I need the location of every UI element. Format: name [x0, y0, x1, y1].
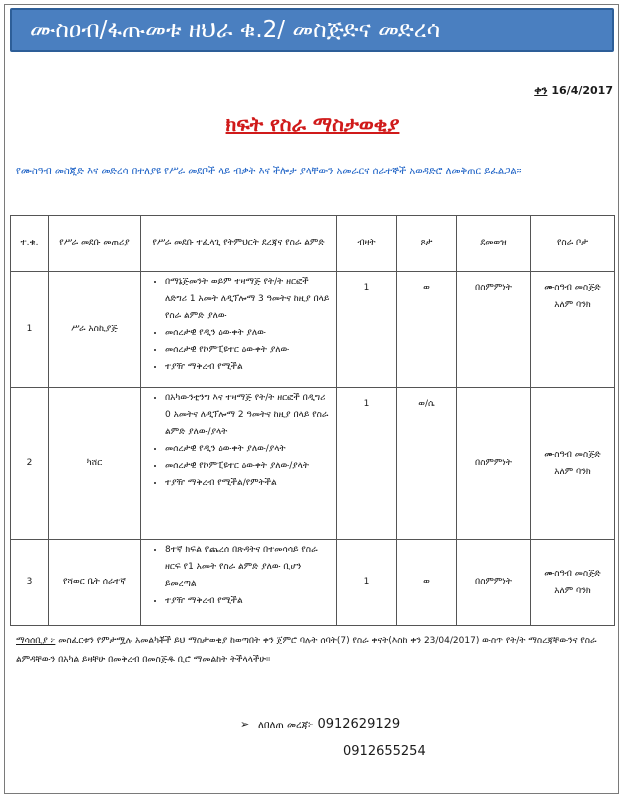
cell-quantity: 1	[337, 388, 397, 540]
col-header-quantity: ብዛት	[337, 216, 397, 272]
note-text: መስፈርቱን የምታሟሉ አመልካቾች ይህ ማስታወቂያ ከወጣበት ቀን ጀምሮ ባሉት ሰባት(7) የስራ ቀናት(እስከ ቀን 23/04/2017) ውስጥ የት/ት ማስረጃቸውንና የስራ ልምዳቸውን በአካል ይዛቸሁ በመቅረብ በመስጅዱ ቢሮ ማመልከት ትችላላችሁ።	[16, 636, 597, 665]
cell-requirements	[141, 540, 337, 626]
cell-position: ሥራ አስኪያጅ	[49, 272, 141, 388]
cell-location: ሙስዓብ መስጅድ አለም ባንክ	[531, 388, 615, 540]
header-banner	[10, 8, 614, 52]
cell-gender: ወ	[397, 272, 457, 388]
cell-salary: በስምምነት	[457, 388, 531, 540]
requirements-list	[145, 542, 332, 610]
col-header-salary: ደመወዝ	[457, 216, 531, 272]
date-label: ቀን	[534, 84, 548, 97]
phone-number: 0912655254	[343, 744, 426, 759]
table-row	[11, 272, 615, 388]
footer-note	[16, 632, 612, 670]
arrow-bullet-icon: ➢	[240, 718, 250, 731]
requirement-item: • በማኔጅመንት ወይም ተዛማጅ የት/ት ዘርፎች ለድግሪ 1 አመት ለዲፕሎማ 3 ዓመትና ከዚያ በላይ የስራ ልምድ ያለው	[165, 274, 332, 325]
requirement-item: • መሰረታዊ የዲን ዕውቀት ያለው/ያላት	[165, 441, 332, 458]
cell-location: ሙስዓብ መስጅድ አለም ባንክ	[531, 272, 615, 388]
cell-gender: ወ	[397, 540, 457, 626]
cell-quantity: 1	[337, 272, 397, 388]
requirement-item: • ተያዥ ማቅረብ የሚችል	[165, 359, 332, 376]
cell-quantity: 1	[337, 540, 397, 626]
col-header-gender: ጾታ	[397, 216, 457, 272]
table-row	[11, 540, 615, 626]
requirements-list	[145, 274, 332, 376]
table-row	[11, 388, 615, 540]
requirements-list	[145, 390, 332, 492]
contact-block	[240, 712, 426, 765]
cell-no: 1	[11, 272, 49, 388]
cell-no: 2	[11, 388, 49, 540]
col-header-no: ተ.ቁ.	[11, 216, 49, 272]
requirement-item: • መሰረታዊ የዲን ዕውቀት ያለው	[165, 325, 332, 342]
col-header-requirements: የሥራ መደቡ ተፈላጊ የትምህርት ደረጃና የስራ ልምድ	[141, 216, 337, 272]
cell-requirements	[141, 388, 337, 540]
notice-title: ክፍት የስራ ማስታወቂያ	[225, 112, 400, 136]
requirement-item: • መሰረታዊ የኮምፒዩተር ዕውቀት ያለው	[165, 342, 332, 359]
col-header-location: የስራ ቦታ	[531, 216, 615, 272]
table-header-row	[11, 216, 615, 272]
jobs-table	[10, 215, 615, 626]
col-header-position: የሥራ መደቡ መጠሪያ	[49, 216, 141, 272]
requirement-item: • ተያዥ ማቅረብ የሚችል	[165, 593, 332, 610]
requirement-item: • በአካውንቲንግ እና ተዛማጅ የት/ት ዘርፎች በዲግሪ 0 አመትና ለዲፕሎማ 2 ዓመትና ከዚያ በላይ የስራ ልምድ ያለው/ያላት	[165, 390, 332, 441]
cell-requirements	[141, 272, 337, 388]
note-label: ማሳሰቢያ ፦	[16, 636, 56, 646]
notice-date	[534, 84, 613, 98]
cell-salary: በስምምነት	[457, 540, 531, 626]
contact-row	[240, 739, 426, 765]
requirement-item: • መሰረታዊ የኮምፒዩተር ዕውቀት ያለው/ያላት	[165, 458, 332, 475]
requirement-item: • 8ተኛ ክፍል የጨረሰ በጽዳትና በተመሳሳይ የስራ ዘርፍ የ1 አመት የስራ ልምድ ያለው ቢሆን ይመረጣል	[165, 542, 332, 593]
intro-paragraph: የሙስዓብ መስጂድ እና መድረሳ በተለያዩ የሥራ መደቦች ላይ ብቃት እና ችሎታ ያላቸውን አመራርና ሰራተኞች አወዳድሮ ለመቅጠር ይፈልጋል።	[16, 166, 522, 177]
cell-position: የሻወር ቤት ሰራተኛ	[49, 540, 141, 626]
cell-gender: ወ/ሴ	[397, 388, 457, 540]
requirement-item: • ተያዥ ማቅረብ የሚችል/የምትችል	[165, 475, 332, 492]
cell-position: ካሸር	[49, 388, 141, 540]
cell-salary: በስምምነት	[457, 272, 531, 388]
cell-no: 3	[11, 540, 49, 626]
header-title: ሙስዐብ/ፋጡመቱ ዘህራ ቁ.2/ መስጅድና መድረሳ	[30, 17, 441, 43]
date-value: 16/4/2017	[551, 84, 613, 97]
contact-label: ለበለጠ መረጃ፦	[258, 720, 314, 731]
cell-location: ሙስዓብ መስጅድ አለም ባንክ	[531, 540, 615, 626]
phone-number: 0912629129	[317, 717, 401, 732]
contact-row	[240, 712, 426, 739]
